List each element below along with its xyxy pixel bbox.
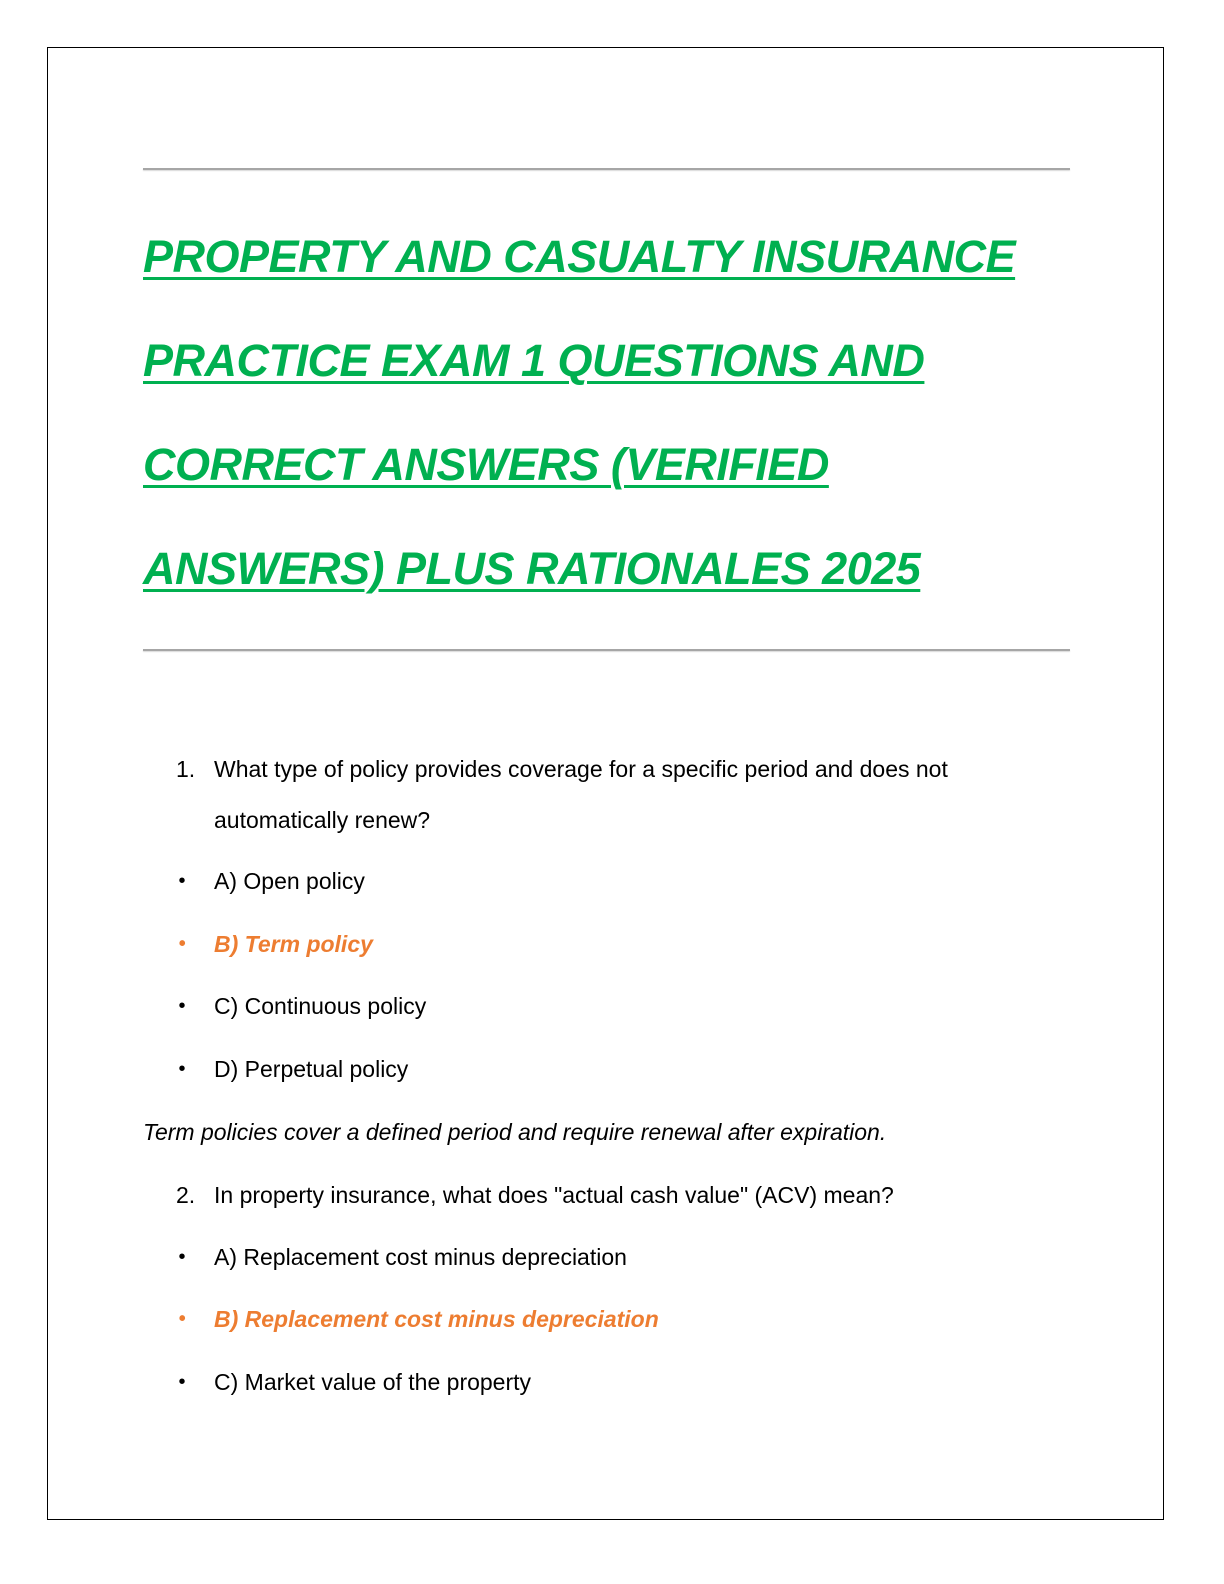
option-label: A) Open policy (214, 868, 365, 894)
bullet-icon: • (178, 1058, 186, 1080)
document-title (143, 205, 1103, 621)
option-label: C) Continuous policy (214, 993, 427, 1019)
option-label: B) Term policy (214, 931, 373, 957)
bullet-icon: • (178, 1246, 186, 1268)
bullet-icon: • (178, 1308, 186, 1330)
option-label: B) Replacement cost minus depreciation (214, 1306, 659, 1332)
bullet-icon: • (178, 995, 186, 1017)
top-horizontal-rule (143, 168, 1070, 170)
option-label: D) Perpetual policy (214, 1056, 409, 1082)
question-number: 1. (176, 756, 196, 782)
bullet-icon: • (178, 1371, 186, 1393)
title-line-2: PRACTICE EXAM 1 QUESTIONS AND (143, 335, 925, 386)
question-number: 2. (176, 1182, 196, 1208)
title-line-3: CORRECT ANSWERS (VERIFIED (143, 439, 829, 490)
option-label: C) Market value of the property (214, 1369, 532, 1395)
question-text: In property insurance, what does "actual cash value" (ACV) mean? (214, 1182, 894, 1208)
question-text: What type of policy provides coverage for a specific period and does not automatically renew? (214, 756, 948, 833)
title-line-4: ANSWERS) PLUS RATIONALES 2025 (143, 543, 921, 594)
question-1-rationale: Term policies cover a defined period and require renewal after expiration. (143, 1119, 887, 1145)
bottom-horizontal-rule (143, 649, 1070, 651)
bullet-icon: • (178, 933, 186, 955)
title-line-1: PROPERTY AND CASUALTY INSURANCE (143, 231, 1016, 282)
bullet-icon: • (178, 870, 186, 892)
option-label: A) Replacement cost minus depreciation (214, 1244, 627, 1270)
